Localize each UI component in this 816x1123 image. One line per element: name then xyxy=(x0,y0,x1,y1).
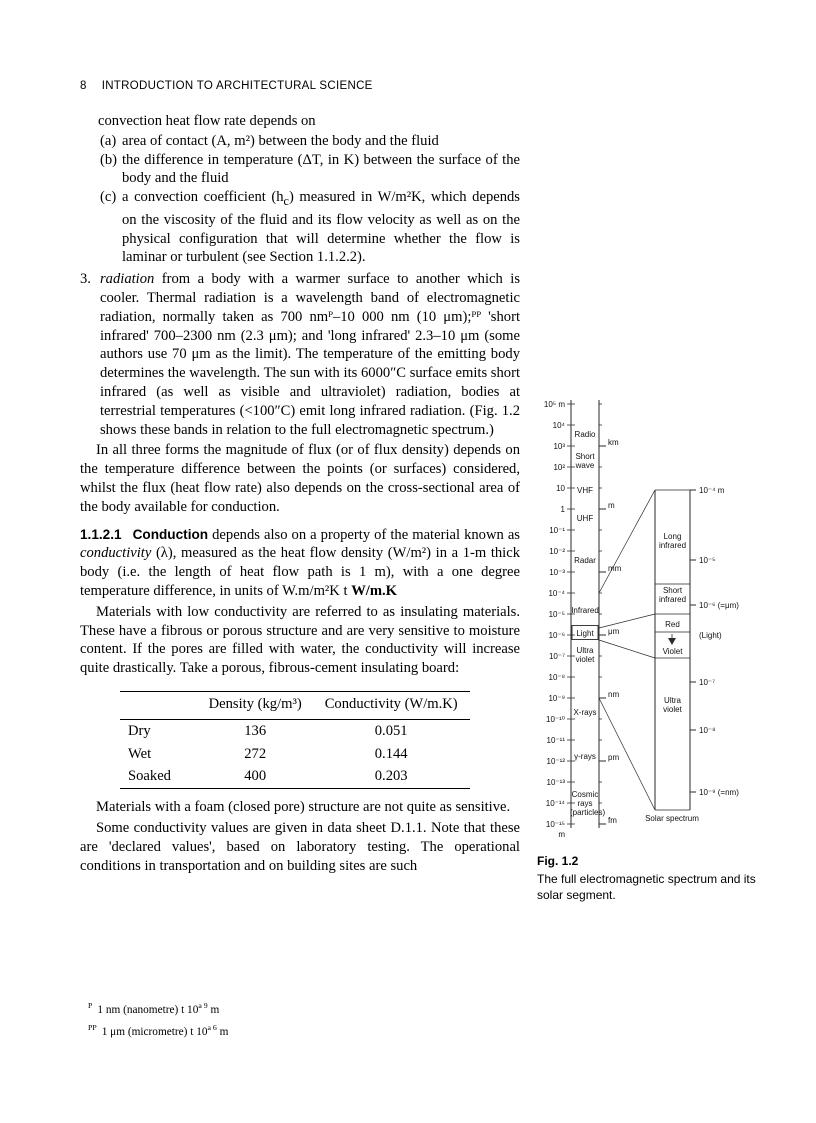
footnote xyxy=(88,1019,228,1041)
left-tick-label: 10³ xyxy=(553,442,565,451)
solar-label-long-infrared: Long infrared xyxy=(658,532,687,550)
list-item-a xyxy=(100,132,520,151)
left-tick-label: 10⁻¹² xyxy=(546,757,565,766)
band-label-short-wave: Short wave xyxy=(575,452,595,470)
left-tick-label: 10⁻³ xyxy=(549,568,565,577)
figure-caption xyxy=(537,853,772,904)
running-head xyxy=(80,80,373,92)
table-cell: Dry xyxy=(128,722,151,739)
band-label-vhf: VHF xyxy=(577,486,593,495)
unit-label-m: m xyxy=(608,501,615,510)
left-tick-label: 10⁻¹¹ xyxy=(546,736,565,745)
conductivity-table xyxy=(120,691,470,789)
list-item-label: 3. xyxy=(80,271,91,288)
left-tick-label: 10⁻⁷ xyxy=(548,652,565,661)
paragraph-foam: Materials with a foam (closed pore) structure are not quite as sensitive. xyxy=(96,799,511,816)
text-run: from a body with a warmer surface to another which is cooler. Thermal radiation is a wavelength band of electromagnetic radiation, normally taken as 700 nmᴾ–10 000 nm (10 μm);ᴾᴾ 'short infrared' 700–2300 nm (2.3 μm); and 'long infrared' 2.3–10 μm (some authors use 70 μm as the limit). The temperature of the emitting body determines the wavelength. The sun with its 6000″C surface emits short infrared (as well as visible and ultraviolet) radiation, bodies at terrestrial temperatures (<100″C) emit long infrared radiation. (Fig. 1.2 shows these bands in relation to the full electromagnetic spectrum.) xyxy=(100,271,520,438)
solar-label-short-infrared: Short infrared xyxy=(658,586,687,604)
solar-tick-label: (Light) xyxy=(699,631,722,640)
table-cell: 400 xyxy=(244,768,267,785)
table-header-cell: Conductivity (W/m.K) xyxy=(312,692,470,720)
list-item-3 xyxy=(80,270,520,439)
figure-electromagnetic-spectrum xyxy=(535,392,805,852)
left-tick-label: 10⁻¹⁰ xyxy=(546,715,565,724)
band-label-radio: Radio xyxy=(574,430,596,439)
table-row xyxy=(120,765,470,788)
band-label-xrays: X-rays xyxy=(573,708,597,717)
list-item-text xyxy=(100,270,520,439)
footnote-text: m xyxy=(207,1003,220,1016)
left-tick-label: 10⁻⁹ xyxy=(548,694,565,703)
list-item-b xyxy=(100,151,520,189)
text-column xyxy=(80,112,520,875)
unit-label-mm: mm xyxy=(608,564,622,573)
solar-tick-label: 10⁻⁵ xyxy=(699,556,716,565)
table-cell: 0.051 xyxy=(374,722,408,739)
text-run: ) measured in W/m²K, which depends on the viscosity of the fluid and its flow velocity as well as on the physical configuration that will determine whether the flow is laminar or turbulent (see Section 1.1.2.2). xyxy=(122,189,520,266)
footnote-text: 1 μm (micrometre) t 10 xyxy=(101,1025,208,1038)
table-cell: 0.203 xyxy=(374,768,408,785)
left-tick-label: 10⁻⁵ xyxy=(548,610,565,619)
left-tick-label: 10⁻⁸ xyxy=(548,673,565,682)
table-header-cell: Density (kg/m³) xyxy=(198,692,312,720)
paragraph-insulating: Materials with low conductivity are referred to as insulating materials. These have a fibrous or porous structure and are very sensitive to moisture content. If the pores are filled with water, the conductivity will increase quite drastically. Take a porous, fibrous-cement insulating board: xyxy=(80,603,520,677)
solar-spectrum-caption: Solar spectrum xyxy=(645,814,699,823)
solar-tick-label: 10⁻⁴ m xyxy=(699,486,725,495)
footnote-exponent: a 6 xyxy=(207,1022,217,1032)
band-label-gamma-rays: γ-rays xyxy=(574,752,596,761)
unit-label-um: μm xyxy=(608,627,620,636)
table-cell: Wet xyxy=(128,745,152,762)
band-label-cosmic-rays: Cosmic rays (particles) xyxy=(570,790,606,817)
list-item-c xyxy=(100,188,520,267)
list-item-label: (c) xyxy=(100,189,117,206)
intro-line: convection heat flow rate depends on xyxy=(98,113,316,129)
band-label-infrared: Infrared xyxy=(571,606,599,615)
left-axis-bottom-unit: m xyxy=(558,830,565,839)
text-run: (λ), measured as the heat flow density (W/m²) in a 1-m thick body (i.e. the length of heat flow path is 1 m), with a one degree temperature difference, in units of W.m/m²K t xyxy=(80,545,520,600)
footnote-marker: P xyxy=(88,1001,93,1010)
section-title: Conduction xyxy=(132,526,209,542)
unit-label-fm: fm xyxy=(608,816,617,825)
left-tick-label: 10 xyxy=(556,484,565,493)
list-item-text: the difference in temperature (ΔT, in K) between the surface of the body and the fluid xyxy=(122,151,520,187)
table-cell: 0.144 xyxy=(374,745,408,762)
unit-label-km: km xyxy=(608,438,619,447)
unit-label-pm: pm xyxy=(608,753,620,762)
figure-caption-label: Fig. 1.2 xyxy=(537,854,579,868)
band-label-uhf: UHF xyxy=(576,514,594,523)
paragraph-declared: Some conductivity values are given in data sheet D.1.1. Note that these are 'declared values', based on laboratory testing. The operational conditions in transportation and on building sites are such xyxy=(80,820,520,874)
left-tick-label: 10² xyxy=(553,463,565,472)
list-item-label: (a) xyxy=(100,132,117,149)
footnote-marker: PP xyxy=(88,1022,97,1032)
solar-label-violet: Violet xyxy=(662,647,683,656)
solar-label-ultraviolet: Ultra violet xyxy=(663,696,682,714)
table-cell: 136 xyxy=(244,722,267,739)
section-number: 1.1.2.1 xyxy=(80,526,122,542)
solar-tick-label: 10⁻⁹ (=nm) xyxy=(699,788,739,797)
table-row xyxy=(120,743,470,766)
figure-caption-text: The full electromagnetic spectrum and its solar segment. xyxy=(537,871,756,903)
section-paragraph xyxy=(80,526,520,601)
left-tick-label: 1 xyxy=(560,505,565,514)
unit-label-nm: nm xyxy=(608,690,620,699)
left-tick-label: 10⁴ xyxy=(552,421,565,430)
left-tick-label: 10⁻² xyxy=(549,547,565,556)
table-header-cell xyxy=(120,692,198,720)
subscript: c xyxy=(283,194,289,209)
band-label-light: Light xyxy=(576,629,594,638)
band-label-ultraviolet: Ultra violet xyxy=(575,646,595,664)
left-tick-label: 10⁻¹ xyxy=(549,526,565,535)
left-tick-label: 10⁻¹⁵ xyxy=(545,820,565,829)
solar-tick-label: 10⁻⁸ xyxy=(699,726,716,735)
left-tick-label: 10⁻⁶ xyxy=(548,631,565,640)
footnotes xyxy=(88,997,228,1041)
list-item-text: area of contact (A, m²) between the body and the fluid xyxy=(122,132,439,149)
footnote-text: m xyxy=(216,1025,229,1038)
left-tick-label: 10⁻⁴ xyxy=(548,589,565,598)
italic-lead: radiation xyxy=(100,271,155,288)
solar-label-red: Red xyxy=(665,620,680,629)
table-header-row xyxy=(120,692,470,720)
running-head-title: INTRODUCTION TO ARCHITECTURAL SCIENCE xyxy=(101,80,373,92)
text-run: depends also on a property of the material known as xyxy=(208,526,520,543)
left-tick-label: 10⁻¹³ xyxy=(546,778,565,787)
footnote-text: 1 nm (nanometre) t 10 xyxy=(97,1003,199,1016)
list-item-text xyxy=(122,188,520,267)
footnote-exponent: a 9 xyxy=(198,1001,208,1010)
solar-tick-label: 10⁻⁷ xyxy=(699,678,716,687)
italic-term: conductivity xyxy=(80,545,152,562)
table-cell: Soaked xyxy=(128,768,171,785)
page-number: 8 xyxy=(80,80,87,92)
bold-unit: W/m.K xyxy=(351,583,397,600)
text-run: a convection coefficient (h xyxy=(122,189,284,206)
footnote xyxy=(88,997,228,1019)
table-row xyxy=(120,719,470,742)
table-cell: 272 xyxy=(244,745,267,762)
left-tick-label: 10⁻¹⁴ xyxy=(545,799,565,808)
solar-tick-label: 10⁻⁶ (=μm) xyxy=(699,601,739,610)
paragraph-flux: In all three forms the magnitude of flux (or of flux density) depends on the temperature difference between the points (or surfaces) considered, whilst the flux (heat flow rate) also depends on the cross-sectional area of the body available for conduction. xyxy=(80,442,520,515)
left-tick-label: 10⁵ m xyxy=(543,400,565,409)
band-label-radar: Radar xyxy=(574,556,596,565)
list-item-label: (b) xyxy=(100,151,118,168)
